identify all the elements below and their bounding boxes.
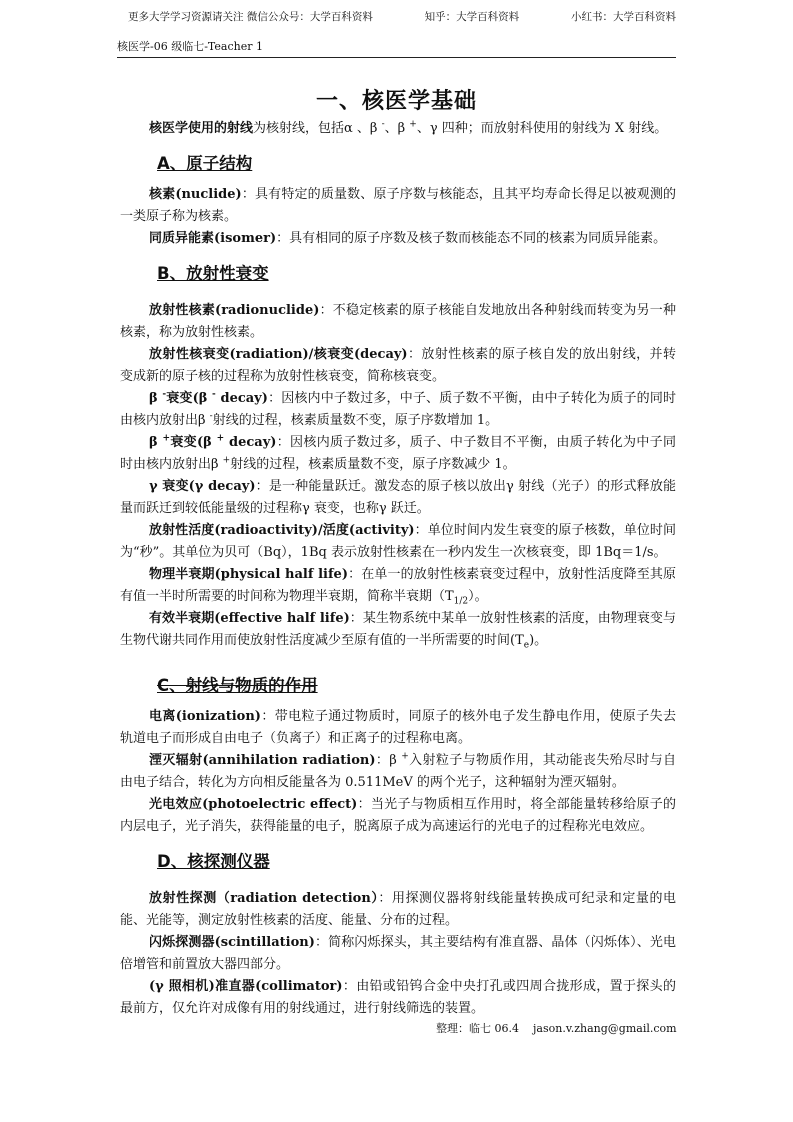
gamma-decay-definition: γ 衰变(γ decay)：是一种能量跃迁。激发态的原子核以放出γ 射线（光子）的形式释放能量而跃迁到较低能量级的过程称γ 衰变，也称γ 跃迁。 <box>120 479 676 516</box>
section-b-heading: B、放射性衰变 <box>157 264 269 283</box>
radionuclide-definition: 放射性核素(radionuclide)：不稳定核素的原子核能自发地放出各种射线而转变为另一种核素，称为放射性核素。 <box>120 303 676 340</box>
scintillation-definition: 闪烁探测器(scintillation)：简称闪烁探头，其主要结构有准直器、晶体（闪烁体）、光电倍增管和前置放大器四部分。 <box>120 935 676 972</box>
collimator-definition: (γ 照相机)准直器(collimator)：由铅或铅钨合金中央打孔或四周合拢形成，置于探头的最前方，仅允许对成像有用的射线通过，进行射线筛选的装置。 <box>120 979 676 1016</box>
compiled-by: 整理：临七 06.4 <box>436 1022 519 1035</box>
physical-half-life-definition: 物理半衰期(physical half life)：在单一的放射性核素衰变过程中，放射性活度降至其原有值一半时所需要的时间称为物理半衰期，简称半衰期$(T_{1/2})$。 <box>120 567 676 607</box>
course-label: 核医学-06 级临七-Teacher 1 <box>117 40 263 53</box>
contact-email: jason.v.zhang@gmail.com <box>533 1022 677 1035</box>
photoelectric-definition: 光电效应(photoelectric effect)：当光子与物质相互作用时，将全部能量转移给原子的内层电子，光子消失，获得能量的电子，脱离原子成为高速运行的光电子的过程称光电效应。 <box>120 797 676 834</box>
top-banner <box>128 9 676 24</box>
running-header <box>117 38 676 58</box>
isomer-definition: 同质异能素(isomer)：具有相同的原子序数及核子数而核能态不同的核素为同质异能素。 <box>149 231 667 246</box>
section-c-heading: C、射线与物质的作用 <box>157 676 318 695</box>
banner-zhihu: 知乎：大学百科资料 <box>424 11 520 23</box>
page-footer <box>436 1020 677 1036</box>
beta-minus-definition: β -衰变(β - decay)：因核内中子数过多，中子、质子数不平衡，由中子转化为质子的同时由核内放射出β -射线的过程，核素质量数不变，原子序数增加 1。 <box>120 389 676 428</box>
radiation-detection-definition: 放射性探测（radiation detection）：用探测仪器将射线能量转换成可纪录和定量的电能、光能等，测定放射性核素的活度、能量、分布的过程。 <box>120 891 676 928</box>
section-a-heading: A、原子结构 <box>157 154 253 173</box>
annihilation-definition: 湮灭辐射(annihilation radiation)：β +入射粒子与物质作用，其动能丧失殆尽时与自由电子结合，转化为方向相反能量各为 0.511MeV 的两个光子，这种辐射为湮灭辐射。 <box>120 751 676 790</box>
beta-plus-definition: β +衰变(β + decay)：因核内质子数过多，质子、中子数目不平衡，由质子转化为中子同时由核内放射出β +射线的过程，核素质量数不变，原子序数减少 1。 <box>120 433 676 472</box>
banner-xiaohongshu: 小红书：大学百科资料 <box>571 11 676 23</box>
decay-definition: 放射性核衰变(radiation)/核衰变(decay)：放射性核素的原子核自发的放出射线，并转变成新的原子核的过程称为放射性核衰变，简称核衰变。 <box>120 347 676 384</box>
banner-promo: 更多大学学习资源请关注 微信公众号：大学百科资料 <box>128 11 373 23</box>
intro-paragraph: 核医学使用的射线为核射线，包括α 、β -、β +、γ 四种；而放射科使用的射线为 X 射线。 <box>149 119 668 136</box>
section-d-heading: D、核探测仪器 <box>157 852 270 871</box>
effective-half-life-definition: 有效半衰期(effective half life)：某生物系统中某单一放射性核素的活度，由物理衰变与生物代谢共同作用而使放射性活度减少至原有值的一半所需要的时间$(T_e)$。 <box>120 611 676 651</box>
activity-definition: 放射性活度(radioactivity)/活度(activity)：单位时间内发生衰变的原子核数，单位时间为“秒”。其单位为贝可（Bq），1Bq 表示放射性核素在一秒内发生一次核衰变，即 1Bq＝1/s。 <box>120 523 676 560</box>
ionization-definition: 电离(ionization)：带电粒子通过物质时，同原子的核外电子发生静电作用，使原子失去轨道电子而形成自由电子（负离子）和正离子的过程称电离。 <box>120 709 676 746</box>
page-title: 一、核医学基础 <box>315 89 477 114</box>
nuclide-definition: 核素(nuclide)：具有特定的质量数、原子序数与核能态，且其平均寿命长得足以被观测的一类原子称为核素。 <box>120 187 676 224</box>
document-body <box>120 118 676 1020</box>
